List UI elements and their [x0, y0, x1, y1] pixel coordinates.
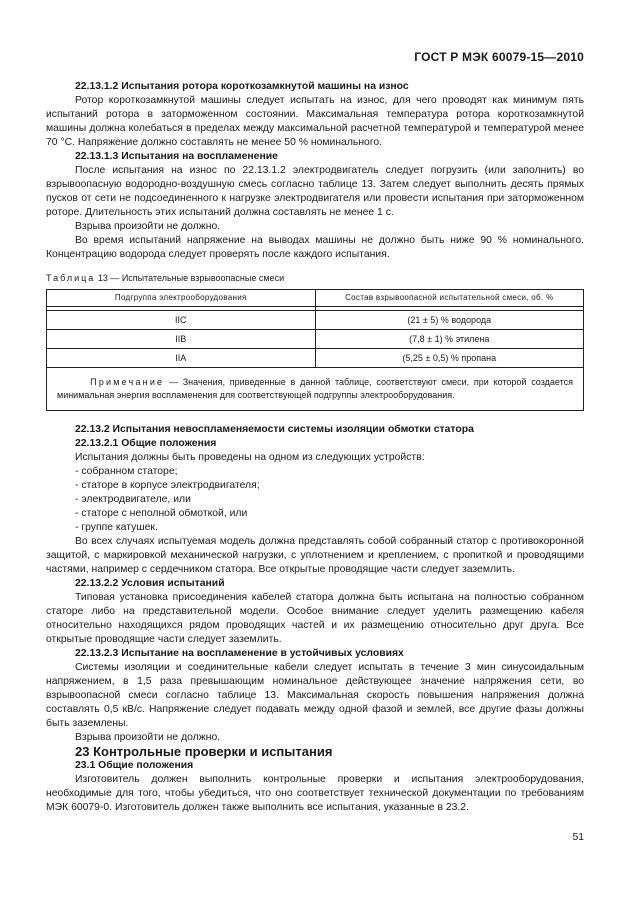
heading-22-13-2-3: 22.13.2.3 Испытание на воспламенение в устойчивых условиях	[75, 648, 404, 659]
section-23-title: 23 Контрольные проверки и испытания	[75, 744, 333, 759]
paragraph-22-13-1-3-b: Взрыва произойти не должно.	[75, 221, 221, 232]
heading-22-13-2-1: 22.13.2.1 Общие положения	[75, 438, 217, 449]
table-note	[47, 368, 584, 411]
page-number: 51	[572, 832, 584, 843]
table-note-word: Примечание	[90, 377, 165, 387]
list-item: - электродвигателе, или	[75, 494, 191, 505]
paragraph-22-13-2-3-end: Взрыва произойти не должно.	[75, 732, 221, 743]
table-header-mix: Состав взрывоопасной испытательной смеси, об. %	[315, 290, 584, 307]
table-caption-text: 13 — Испытательные взрывоопасные смеси	[97, 273, 285, 283]
paragraph-22-13-2-1: Во всех случаях испытуемая модель должна представлять собой собранный статор с противокоронной защитой, с маркировкой механической нагрузки, с уплотнением и креплением, с пропиткой и проводящими частями, например с сердечником статора. Все открытые проводящие части следует заземлить.	[46, 536, 584, 575]
paragraph-22-13-2-2: Типовая установка присоединения кабелей статора должна быть испытана на полностью собранном статоре либо на представительной модели. Особое внимание следует уделить размещению кабеля относительно находящихся рядом проводящих частей и их размещению относительно друг друга. Все открытые проводящие части следует заземлить.	[46, 592, 584, 645]
table-row	[47, 311, 584, 330]
table-caption	[46, 271, 584, 285]
page-content	[46, 80, 584, 815]
table-caption-word: Таблица	[46, 273, 96, 283]
table-row	[47, 330, 584, 349]
paragraph-22-13-2-3: Системы изоляции и соединительные кабели следует испытать в течение 3 мин синусоидальным напряжением, в 1,5 раза превышающим номинальное действующее значение напряжения сети, во взрывоопасной смеси согласно таблице 13. Максимальная скорость повышения напряжения должна составлять 0,5 кВ/с. Напряжение следует подавать между одной фазой и землей, все другие фазы должны быть заземлены.	[46, 662, 584, 729]
heading-22-13-2-2: 22.13.2.2 Условия испытаний	[75, 578, 225, 589]
table-cell-mix: (5,25 ± 0,5) % пропана	[315, 349, 584, 368]
table-13	[46, 289, 584, 411]
table-cell-group: IIC	[47, 311, 316, 330]
document-header: ГОСТ Р МЭК 60079-15—2010	[414, 50, 584, 64]
table-cell-group: IIB	[47, 330, 316, 349]
heading-22-13-2: 22.13.2 Испытания невоспламеняемости системы изоляции обмотки статора	[75, 424, 474, 435]
table-cell-group: IIA	[47, 349, 316, 368]
list-item: - собранном статоре;	[75, 466, 178, 477]
paragraph-23-1: Изготовитель должен выполнить контрольные проверки и испытания электрооборудования, необходимые для того, чтобы убедиться, что оно соответствует технической документации по требованиям МЭК 60079-0. Изготовитель должен также выполнить все испытания, указанные в 23.2.	[46, 774, 584, 813]
table-header-row	[47, 290, 584, 307]
table-header-group: Подгруппа электрооборудования	[47, 290, 316, 307]
table-note-text: — Значения, приведенные в данной таблице, соответствуют смеси, при которой создается минимальная энергия воспламенения для соответствующей подгруппы электрооборудования.	[57, 377, 573, 400]
heading-22-13-1-3: 22.13.1.3 Испытания на воспламенение	[75, 151, 278, 162]
table-cell-mix: (7,8 ± 1) % этилена	[315, 330, 584, 349]
list-item: - группе катушек.	[75, 522, 158, 533]
table-row	[47, 349, 584, 368]
heading-23-1: 23.1 Общие положения	[75, 760, 194, 771]
list-item: - статоре в корпусе электродвигателя;	[75, 480, 260, 491]
heading-22-13-1-2: 22.13.1.2 Испытания ротора короткозамкнутой машины на износ	[75, 81, 409, 92]
paragraph-22-13-1-3-c: Во время испытаний напряжение на выводах машины не должно быть ниже 90 % номинального. Концентрацию водорода следует проверять после каждого испытания.	[46, 235, 584, 260]
paragraph-22-13-1-2: Ротор короткозамкнутой машины следует испытать на износ, для чего проводят как минимум пять испытаний ротора в заторможенном состоянии. Максимальная температура ротора короткозамкнутой машины должна колебаться в пределах между максимальной расчетной температурой и температурой менее 70 °С. Напряжение должно составлять не менее 50 % номинального.	[46, 95, 584, 148]
paragraph-22-13-2-1-intro: Испытания должны быть проведены на одном из следующих устройств:	[75, 452, 425, 463]
paragraph-22-13-1-3-a: После испытания на износ по 22.13.1.2 электродвигатель следует погрузить (или заполнить) во взрывоопасную водородно-воздушную смесь согласно таблице 13. Затем следует выполнить десять прямых пусков от сети не подсоединенного к нагрузке электродвигателя или провести испытания при заторможенном роторе. Длительность этих испытаний должна составлять не менее 1 с.	[46, 165, 584, 218]
table-cell-mix: (21 ± 5) % водорода	[315, 311, 584, 330]
table-note-row	[47, 368, 584, 411]
list-item: - статоре с неполной обмоткой, или	[75, 508, 248, 519]
